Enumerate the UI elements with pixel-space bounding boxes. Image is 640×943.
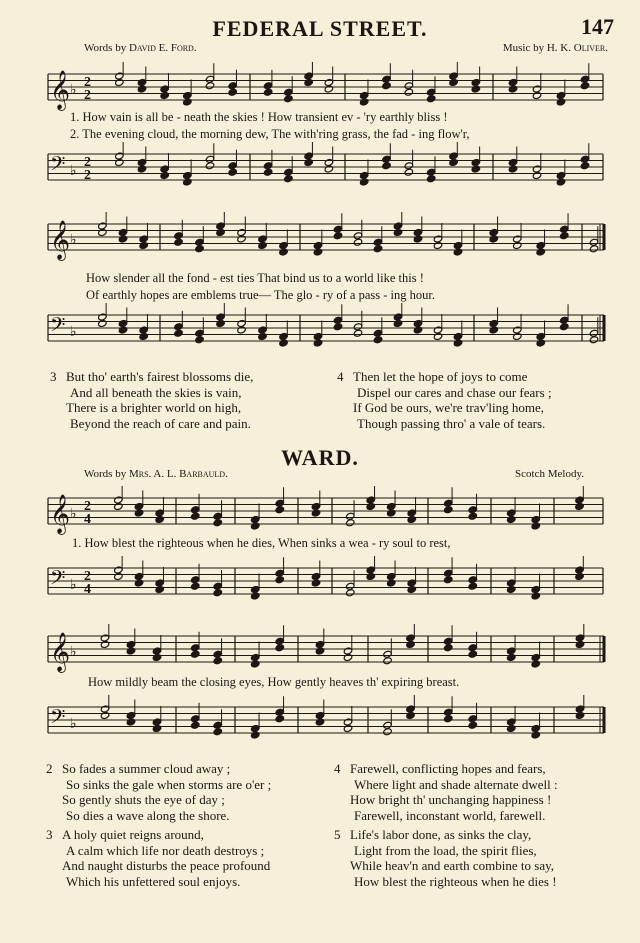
note-head [508, 85, 517, 93]
note-head [275, 506, 284, 514]
note-head [507, 586, 516, 594]
note-head [406, 712, 415, 720]
note-head [453, 339, 462, 347]
note-head [324, 165, 333, 173]
note-head [311, 509, 320, 517]
hymn2-lyric-line2-v1: How mildly beam the closing eyes, How gently heaves th' expiring breast. [88, 675, 460, 689]
note-head [580, 162, 589, 170]
note-head [426, 175, 435, 183]
note-head [258, 242, 267, 250]
note-head [134, 579, 143, 587]
note-head [216, 320, 225, 328]
note-head [413, 326, 422, 334]
note-head [433, 333, 442, 341]
note-head [359, 98, 368, 106]
note-head [575, 573, 584, 581]
note-head [444, 576, 453, 584]
hymn2-lyric-line1-v1: 1. How blest the righteous when he dies, When sinks a wea - ry soul to rest, [72, 536, 451, 550]
hymn1-lyric-line1-v1: 1. How vain is all be - neath the skies ! How transient ev - 'ry earthly bliss ! [70, 110, 448, 124]
note-head [126, 718, 135, 726]
note-head [324, 85, 333, 93]
note-head [532, 172, 541, 180]
note-head [536, 339, 545, 347]
note-head [114, 573, 123, 581]
note-head [407, 586, 416, 594]
note-head [575, 641, 584, 649]
note-head [406, 641, 415, 649]
note-head [195, 245, 204, 253]
note-head [304, 79, 313, 87]
time-signature-top: 2 [84, 75, 91, 90]
note-head [213, 657, 222, 665]
note-head [471, 85, 480, 93]
note-head [213, 589, 222, 597]
note-head [100, 712, 109, 720]
note-head [174, 238, 183, 246]
note-head [343, 654, 352, 662]
hymn1-system2-bass-staff [0, 303, 640, 359]
note-head [134, 509, 143, 517]
note-head [387, 579, 396, 587]
note-head [191, 582, 200, 590]
note-head [313, 248, 322, 256]
note-head [137, 165, 146, 173]
note-head [160, 92, 169, 100]
note-head [139, 242, 148, 250]
note-head [304, 159, 313, 167]
note-head [393, 229, 402, 237]
flat-icon: ♭ [70, 644, 77, 660]
note-head [139, 333, 148, 341]
note-head [507, 654, 516, 662]
note-head [115, 159, 124, 167]
note-head [228, 88, 237, 96]
note-head [366, 503, 375, 511]
note-head [383, 657, 392, 665]
note-head [174, 329, 183, 337]
note-head [152, 725, 161, 733]
note-head [114, 503, 123, 511]
note-head [404, 88, 413, 96]
note-head [118, 235, 127, 243]
note-head [228, 168, 237, 176]
note-head [191, 721, 200, 729]
flat-icon: ♭ [70, 82, 77, 98]
treble-clef-icon: 𝄞 [50, 632, 71, 672]
note-head [468, 512, 477, 520]
time-signature-top: 2 [84, 569, 91, 584]
treble-clef-icon: 𝄞 [50, 220, 71, 260]
bass-clef-icon: 𝄢 [50, 566, 66, 594]
note-head [468, 650, 477, 658]
note-head [589, 245, 598, 253]
note-head [513, 242, 522, 250]
note-head [353, 329, 362, 337]
note-head [444, 506, 453, 514]
note-head [251, 592, 260, 600]
note-head [279, 339, 288, 347]
note-head [258, 333, 267, 341]
note-head [98, 229, 107, 237]
note-head [275, 576, 284, 584]
note-head [137, 85, 146, 93]
note-head [382, 82, 391, 90]
note-head [279, 248, 288, 256]
note-head [263, 88, 272, 96]
hymn1-lyric-line2-v1: How slender all the fond - est ties That bind us to a world like this ! [86, 271, 424, 285]
hymn2-system1-bass-staff [0, 556, 640, 612]
note-head [532, 92, 541, 100]
note-head [315, 718, 324, 726]
note-head [152, 654, 161, 662]
note-head [333, 232, 342, 240]
note-head [513, 333, 522, 341]
note-head [191, 650, 200, 658]
note-head [251, 522, 260, 530]
note-head [453, 248, 462, 256]
note-head [507, 725, 516, 733]
note-head [383, 728, 392, 736]
hymn2-verse-2: 2 So fades a summer cloud away ; So sinks the gale when storms are o'er ; So gently shuts the eye of day ; So dies a wave along the shore. [46, 761, 272, 823]
treble-clef-icon: 𝄞 [50, 494, 71, 534]
note-head [115, 79, 124, 87]
note-head [183, 178, 192, 186]
note-head [98, 320, 107, 328]
note-head [560, 323, 569, 331]
hymn1-system2-treble-staff [0, 212, 640, 268]
note-head [426, 95, 435, 103]
note-head [444, 644, 453, 652]
note-head [275, 715, 284, 723]
flat-icon: ♭ [70, 232, 77, 248]
hymn1-verse-4: 4 Then let the hope of joys to come Dispel our cares and chase our fears ; If God be ours, we're trav'ling home, Though passing thro' a vale of tears. [337, 369, 552, 431]
note-head [213, 519, 222, 527]
note-head [387, 509, 396, 517]
note-head [444, 715, 453, 723]
note-head [433, 242, 442, 250]
flat-icon: ♭ [70, 163, 77, 179]
hymn1-music-credit: Music by H. K. Oliver. [502, 42, 608, 54]
note-head [413, 235, 422, 243]
note-head [183, 98, 192, 106]
note-head [580, 82, 589, 90]
note-head [507, 516, 516, 524]
note-head [471, 165, 480, 173]
time-signature-top: 2 [84, 155, 91, 170]
note-head [531, 592, 540, 600]
time-signature-bottom: 2 [84, 88, 91, 103]
note-head [359, 178, 368, 186]
note-head [560, 232, 569, 240]
note-head [353, 238, 362, 246]
note-head [468, 582, 477, 590]
note-head [404, 168, 413, 176]
hymn1-system1-bass-staff [0, 142, 640, 198]
note-head [366, 573, 375, 581]
note-head [126, 647, 135, 655]
note-head [311, 579, 320, 587]
note-head [575, 712, 584, 720]
hymn2-words-credit: Words by Mrs. A. L. Barbauld. [84, 468, 228, 480]
hymn2-system2-treble-staff [0, 624, 640, 676]
page-number: 147 [581, 14, 614, 39]
note-head [346, 589, 355, 597]
note-head [589, 336, 598, 344]
note-head [160, 172, 169, 180]
note-head [118, 326, 127, 334]
note-head [531, 522, 540, 530]
hymn2-system1-treble-staff [0, 486, 640, 538]
hymn2-verse-5: 5 Life's labor done, as sinks the clay, Light from the load, the spirit flies, While heav'n and earth combine to say, How blest the righteous when he dies ! [334, 827, 557, 889]
note-head [155, 586, 164, 594]
note-head [373, 245, 382, 253]
time-signature-bottom: 4 [84, 512, 91, 527]
note-head [216, 229, 225, 237]
time-signature-bottom: 4 [84, 582, 91, 597]
note-head [393, 320, 402, 328]
note-head [575, 503, 584, 511]
note-head [100, 641, 109, 649]
hymn1-title: FEDERAL STREET. [212, 16, 428, 41]
note-head [237, 326, 246, 334]
note-head [407, 516, 416, 524]
treble-clef-icon: 𝄞 [50, 70, 71, 110]
note-head [284, 95, 293, 103]
hymn1-lyric-line1-v2: 2. The evening cloud, the morning dew, The with'ring grass, the fad - ing flow'r, [70, 127, 470, 141]
flat-icon: ♭ [70, 716, 77, 732]
note-head [468, 721, 477, 729]
bass-clef-icon: 𝄢 [50, 313, 66, 341]
note-head [346, 519, 355, 527]
note-head [155, 516, 164, 524]
note-head [195, 336, 204, 344]
note-head [556, 178, 565, 186]
flat-icon: ♭ [70, 324, 77, 340]
note-head [382, 162, 391, 170]
note-head [556, 98, 565, 106]
note-head [449, 79, 458, 87]
note-head [489, 235, 498, 243]
note-head [508, 165, 517, 173]
time-signature-bottom: 2 [84, 168, 91, 183]
note-head [251, 731, 260, 739]
note-head [237, 235, 246, 243]
hymn1-verse-3: 3 But tho' earth's fairest blossoms die, And all beneath the skies is vain, There is a brighter world on high, Beyond the reach of care and pain. [50, 369, 254, 431]
note-head [333, 323, 342, 331]
note-head [373, 336, 382, 344]
note-head [531, 660, 540, 668]
flat-icon: ♭ [70, 506, 77, 522]
bass-clef-icon: 𝄢 [50, 152, 66, 180]
flat-icon: ♭ [70, 577, 77, 593]
note-head [205, 162, 214, 170]
bass-clef-icon: 𝄢 [50, 705, 66, 733]
hymn1-system1-treble-staff [0, 62, 640, 112]
note-head [284, 175, 293, 183]
note-head [275, 644, 284, 652]
note-head [536, 248, 545, 256]
note-head [213, 728, 222, 736]
hymn2-verse-4: 4 Farewell, conflicting hopes and fears, Where light and shade alternate dwell : How bright th' unchanging happiness ! Farewell, inconstant world, farewell. [334, 761, 558, 823]
note-head [489, 326, 498, 334]
note-head [263, 168, 272, 176]
note-head [191, 512, 200, 520]
hymn2-verse-3: 3 A holy quiet reigns around, A calm which life nor death destroys ; And naught disturbs the peace profound Which his unfettered soul enjoys. [46, 827, 271, 889]
hymn2-music-credit: Scotch Melody. [515, 468, 584, 480]
note-head [531, 731, 540, 739]
hymn1-lyric-line2-v2: Of earthly hopes are emblems true— The glo - ry of a pass - ing hour. [86, 288, 435, 302]
note-head [315, 647, 324, 655]
note-head [205, 82, 214, 90]
hymn2-title: WARD. [281, 445, 359, 470]
note-head [449, 159, 458, 167]
note-head [343, 725, 352, 733]
hymn1-words-credit: Words by David E. Ford. [84, 42, 197, 54]
time-signature-top: 2 [84, 499, 91, 514]
note-head [313, 339, 322, 347]
hymn2-system2-bass-staff [0, 695, 640, 753]
note-head [251, 660, 260, 668]
